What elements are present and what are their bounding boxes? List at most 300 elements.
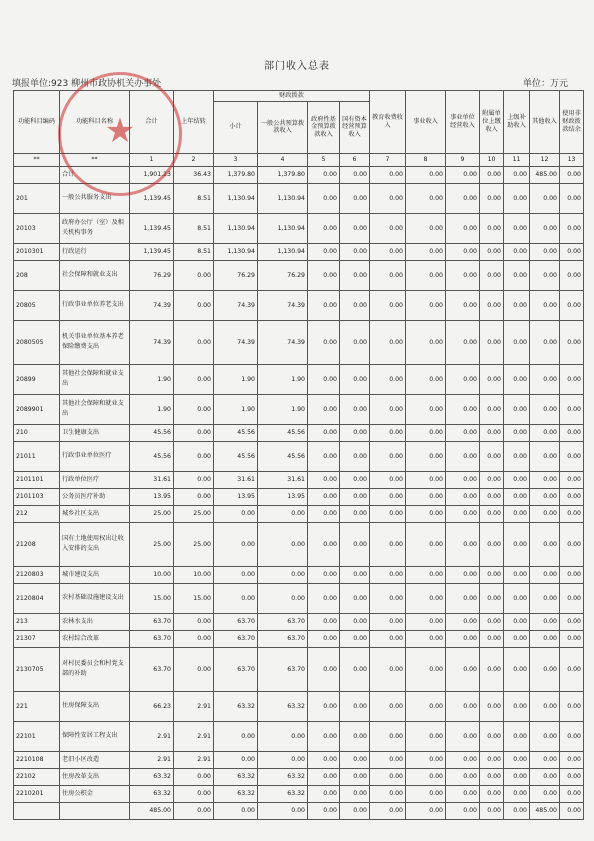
row-code: 201 [14,183,60,213]
row-value: 0.00 [560,260,584,290]
row-name: 行政单位医疗 [60,471,130,488]
row-value: 1,139.45 [130,183,174,213]
column-index-row [14,153,584,166]
row-value: 0.00 [308,613,340,630]
row-value: 74.39 [258,320,308,364]
row-value: 0.00 [504,566,530,583]
row-value: 0.00 [504,290,530,320]
table-row [14,424,584,441]
row-value: 0.00 [370,166,406,183]
row-value: 0.00 [480,566,504,583]
row-value: 0.00 [530,243,560,260]
row-value: 63.32 [258,691,308,721]
row-value: 25.00 [130,522,174,566]
table-row [14,802,584,819]
column-index-cell: 1 [130,153,174,166]
row-value: 0.00 [530,488,560,505]
row-value: 0.00 [504,320,530,364]
row-value: 0.00 [340,441,370,471]
row-value: 1,379.80 [258,166,308,183]
row-value: 0.00 [560,751,584,768]
table-row [14,213,584,243]
row-value: 0.00 [174,260,214,290]
row-value: 0.00 [258,522,308,566]
row-value: 63.32 [130,785,174,802]
table-row [14,505,584,522]
row-value: 0.00 [340,260,370,290]
row-name: 保障性安居工程支出 [60,721,130,751]
row-value: 0.00 [504,441,530,471]
column-index-cell: 2 [174,153,214,166]
row-value: 63.32 [130,768,174,785]
column-index-cell: ** [14,153,60,166]
row-value: 0.00 [174,441,214,471]
row-value: 0.00 [406,183,446,213]
row-value: 0.00 [446,424,480,441]
column-index-cell: 13 [560,153,584,166]
row-value: 0.00 [340,613,370,630]
row-value: 0.00 [406,566,446,583]
row-value: 0.00 [308,630,340,647]
row-value: 0.00 [370,522,406,566]
row-value: 0.00 [406,320,446,364]
row-value: 0.00 [504,691,530,721]
row-value: 31.61 [130,471,174,488]
row-value: 0.00 [340,364,370,394]
row-value: 0.00 [308,751,340,768]
row-value: 0.00 [308,394,340,424]
table-row [14,768,584,785]
table-row [14,243,584,260]
row-value: 0.00 [504,260,530,290]
row-value: 0.00 [174,488,214,505]
row-value: 0.00 [406,243,446,260]
row-value: 0.00 [504,243,530,260]
row-value: 0.00 [370,647,406,691]
header-subsidiary: 附属单位上缴收入 [480,91,504,154]
row-value: 0.00 [406,721,446,751]
row-value: 0.00 [308,471,340,488]
row-value: 0.00 [370,243,406,260]
row-value: 0.00 [406,613,446,630]
row-value: 0.00 [340,721,370,751]
column-index-cell: 9 [446,153,480,166]
row-value: 0.00 [308,785,340,802]
row-value: 0.00 [480,522,504,566]
row-value: 1,901.23 [130,166,174,183]
row-value: 0.00 [504,505,530,522]
row-value: 0.00 [308,213,340,243]
header-affiliated: 事业单位经营收入 [446,91,480,154]
row-code: 20805 [14,290,60,320]
row-value: 1.90 [258,364,308,394]
row-value: 10.00 [174,566,214,583]
table-row [14,290,584,320]
row-value: 1,139.45 [130,243,174,260]
row-value: 0.00 [446,471,480,488]
row-value: 485.00 [530,166,560,183]
header-non-fiscal: 使用非财政拨款结余 [560,91,584,154]
row-value: 0.00 [370,183,406,213]
row-value: 63.70 [258,647,308,691]
row-value: 0.00 [504,802,530,819]
row-code: 21208 [14,522,60,566]
row-value: 1.90 [130,364,174,394]
row-value: 0.00 [370,613,406,630]
row-value: 0.00 [370,364,406,394]
table-row [14,566,584,583]
row-value: 0.00 [480,166,504,183]
row-value: 0.00 [370,424,406,441]
row-code: 212 [14,505,60,522]
row-value: 1,130.94 [214,183,258,213]
row-value: 0.00 [560,243,584,260]
row-value: 0.00 [446,260,480,290]
row-value: 0.00 [504,647,530,691]
row-value: 8.51 [174,213,214,243]
row-value: 0.00 [214,751,258,768]
column-index-cell: 12 [530,153,560,166]
row-value: 0.00 [406,785,446,802]
row-name: 行政事业单位养老支出 [60,290,130,320]
row-value: 0.00 [406,213,446,243]
row-value: 0.00 [530,290,560,320]
row-value: 0.00 [370,488,406,505]
row-value: 45.56 [130,441,174,471]
table-row [14,320,584,364]
row-value: 0.00 [480,441,504,471]
row-value: 485.00 [530,802,560,819]
row-value: 15.00 [174,583,214,613]
row-value: 0.00 [370,785,406,802]
row-value: 0.00 [308,320,340,364]
row-value: 0.00 [406,583,446,613]
row-code: 2210108 [14,751,60,768]
row-value: 1.90 [214,364,258,394]
row-value: 0.00 [560,471,584,488]
row-value: 0.00 [560,394,584,424]
row-value: 0.00 [480,471,504,488]
row-code: 21011 [14,441,60,471]
row-value: 0.00 [370,213,406,243]
row-value: 0.00 [480,213,504,243]
row-value: 0.00 [560,166,584,183]
row-value: 0.00 [340,320,370,364]
column-index-cell: 3 [214,153,258,166]
row-value: 0.00 [446,320,480,364]
row-value: 0.00 [530,471,560,488]
row-value: 0.00 [308,522,340,566]
row-value: 0.00 [504,213,530,243]
row-value: 0.00 [504,364,530,394]
row-value: 0.00 [340,802,370,819]
row-value: 0.00 [446,522,480,566]
row-value: 0.00 [504,424,530,441]
row-name: 卫生健康支出 [60,424,130,441]
row-value: 0.00 [446,802,480,819]
row-code: 20103 [14,213,60,243]
row-value: 1,130.94 [258,183,308,213]
row-value: 0.00 [406,424,446,441]
row-value: 0.00 [504,751,530,768]
row-name: 公务员医疗补助 [60,488,130,505]
row-code: 210 [14,424,60,441]
header-general-budget: 一般公共预算拨款收入 [258,101,308,153]
row-value: 0.00 [560,505,584,522]
row-value: 0.00 [340,505,370,522]
row-value: 0.00 [406,260,446,290]
row-value: 0.00 [446,721,480,751]
row-value: 0.00 [308,768,340,785]
row-value: 63.70 [258,613,308,630]
row-value: 1.90 [214,394,258,424]
row-value: 0.00 [340,583,370,613]
row-value: 0.00 [406,630,446,647]
row-value: 0.00 [340,566,370,583]
row-value: 63.70 [130,647,174,691]
header-other-income: 其他收入 [530,91,560,154]
row-code: 2080505 [14,320,60,364]
row-value: 0.00 [370,768,406,785]
row-value: 0.00 [560,566,584,583]
header-superior-subsidy: 上级补助收入 [504,91,530,154]
row-code: 2120804 [14,583,60,613]
row-value: 0.00 [530,768,560,785]
row-value: 74.39 [130,290,174,320]
header-fiscal-group: 财政拨款 [214,91,370,102]
row-value: 0.00 [560,802,584,819]
row-value: 0.00 [174,364,214,394]
row-value: 0.00 [480,785,504,802]
row-name: 一般公共服务支出 [60,183,130,213]
page-title: 部门收入总表 [264,61,330,72]
row-value: 0.00 [174,768,214,785]
header-business-income: 事业收入 [406,91,446,154]
row-value: 63.70 [258,630,308,647]
row-name: 农村基础设施建设支出 [60,583,130,613]
row-value: 0.00 [406,290,446,320]
row-value: 0.00 [406,768,446,785]
header-gov-fund: 政府性基金预算拨款收入 [308,101,340,153]
row-value: 0.00 [174,290,214,320]
row-value: 0.00 [480,647,504,691]
row-value: 0.00 [340,691,370,721]
row-value: 0.00 [340,424,370,441]
row-value: 0.00 [370,583,406,613]
row-value: 0.00 [340,522,370,566]
row-value: 31.61 [258,471,308,488]
row-name: 合计 [60,166,130,183]
row-code: 2089901 [14,394,60,424]
row-value: 0.00 [480,364,504,394]
row-value: 0.00 [530,183,560,213]
row-value: 0.00 [370,691,406,721]
income-table [13,90,584,820]
row-value: 0.00 [480,721,504,751]
row-value: 2.91 [174,691,214,721]
row-value: 1,130.94 [214,213,258,243]
row-value: 0.00 [258,583,308,613]
row-code [14,802,60,819]
row-value: 0.00 [446,290,480,320]
reporting-unit: 填报单位:923 柳州市政协机关办事处 [12,79,162,89]
row-value: 63.70 [130,630,174,647]
row-value: 0.00 [504,721,530,751]
row-value: 0.00 [504,394,530,424]
row-value: 0.00 [446,630,480,647]
row-value: 0.00 [214,505,258,522]
row-value: 0.00 [504,166,530,183]
row-name: 城市建设支出 [60,566,130,583]
row-value: 0.00 [308,505,340,522]
row-name: 行政运行 [60,243,130,260]
row-value: 0.00 [258,566,308,583]
row-value: 1,139.45 [130,213,174,243]
table-row [14,721,584,751]
row-value: 0.00 [214,566,258,583]
header-subtotal: 小计 [214,101,258,153]
table-row [14,441,584,471]
row-name: 农林水支出 [60,613,130,630]
row-value: 8.51 [174,243,214,260]
row-value: 0.00 [560,213,584,243]
row-value: 45.56 [214,424,258,441]
header-total: 合计 [130,91,174,154]
row-value: 0.00 [560,364,584,394]
row-value: 0.00 [530,522,560,566]
row-name: 政府办公厅（室）及相关机构事务 [60,213,130,243]
row-value: 0.00 [446,583,480,613]
row-value: 0.00 [214,802,258,819]
row-value: 0.00 [504,488,530,505]
row-value: 0.00 [340,243,370,260]
row-name: 城乡社区支出 [60,505,130,522]
header-name: 功能科目名称 [60,91,130,154]
row-code [14,166,60,183]
row-value: 0.00 [560,290,584,320]
row-value: 0.00 [370,290,406,320]
row-value: 66.23 [130,691,174,721]
row-value: 0.00 [370,721,406,751]
row-value: 0.00 [340,394,370,424]
row-value: 0.00 [308,802,340,819]
row-value: 0.00 [530,566,560,583]
row-name [60,802,130,819]
row-value: 0.00 [480,751,504,768]
row-value: 0.00 [504,768,530,785]
table-row [14,488,584,505]
row-value: 1,379.80 [214,166,258,183]
row-value: 0.00 [446,768,480,785]
row-value: 63.32 [258,785,308,802]
row-value: 0.00 [530,213,560,243]
row-value: 0.00 [480,183,504,213]
row-value: 0.00 [560,721,584,751]
row-value: 63.70 [130,613,174,630]
column-index-cell: 4 [258,153,308,166]
row-name: 农村综合改革 [60,630,130,647]
row-value: 0.00 [480,505,504,522]
row-value: 0.00 [370,441,406,471]
row-name: 社会保障和就业支出 [60,260,130,290]
row-value: 1.90 [130,394,174,424]
row-value: 0.00 [258,721,308,751]
row-value: 13.95 [130,488,174,505]
row-value: 45.56 [214,441,258,471]
row-value: 0.00 [340,768,370,785]
row-value: 0.00 [480,691,504,721]
row-value: 0.00 [446,613,480,630]
table-row [14,785,584,802]
row-value: 0.00 [480,394,504,424]
row-name: 行政事业单位医疗 [60,441,130,471]
row-value: 0.00 [308,647,340,691]
table-row [14,166,584,183]
row-value: 0.00 [530,441,560,471]
row-value: 0.00 [504,471,530,488]
row-value: 0.00 [530,424,560,441]
row-code: 22101 [14,721,60,751]
row-value: 0.00 [480,320,504,364]
row-value: 0.00 [480,290,504,320]
row-value: 0.00 [446,166,480,183]
row-value: 1,130.94 [258,243,308,260]
row-value: 0.00 [370,630,406,647]
row-value: 0.00 [214,583,258,613]
row-value: 0.00 [174,613,214,630]
row-value: 15.00 [130,583,174,613]
row-value: 0.00 [480,768,504,785]
row-code: 20899 [14,364,60,394]
row-value: 0.00 [406,505,446,522]
row-value: 0.00 [258,802,308,819]
row-code: 2210201 [14,785,60,802]
row-value: 0.00 [446,441,480,471]
row-value: 0.00 [504,522,530,566]
row-value: 0.00 [258,751,308,768]
row-value: 2.91 [130,721,174,751]
row-code: 221 [14,691,60,721]
row-value: 0.00 [340,290,370,320]
row-value: 2.91 [174,721,214,751]
row-code: 213 [14,613,60,630]
table-row [14,613,584,630]
row-value: 0.00 [174,785,214,802]
row-value: 0.00 [370,505,406,522]
row-value: 2.91 [130,751,174,768]
row-value: 0.00 [174,647,214,691]
row-value: 10.00 [130,566,174,583]
table-row [14,522,584,566]
row-value: 0.00 [214,522,258,566]
row-value: 0.00 [258,505,308,522]
row-value: 0.00 [308,243,340,260]
row-value: 0.00 [370,566,406,583]
row-value: 0.00 [406,751,446,768]
row-value: 0.00 [370,394,406,424]
row-value: 0.00 [174,424,214,441]
row-value: 13.95 [258,488,308,505]
row-value: 0.00 [530,647,560,691]
row-value: 63.32 [214,785,258,802]
row-value: 0.00 [446,364,480,394]
column-index-cell: 8 [406,153,446,166]
row-value: 0.00 [480,260,504,290]
row-value: 0.00 [370,802,406,819]
row-value: 0.00 [560,785,584,802]
row-value: 63.70 [214,647,258,691]
row-value: 0.00 [406,691,446,721]
